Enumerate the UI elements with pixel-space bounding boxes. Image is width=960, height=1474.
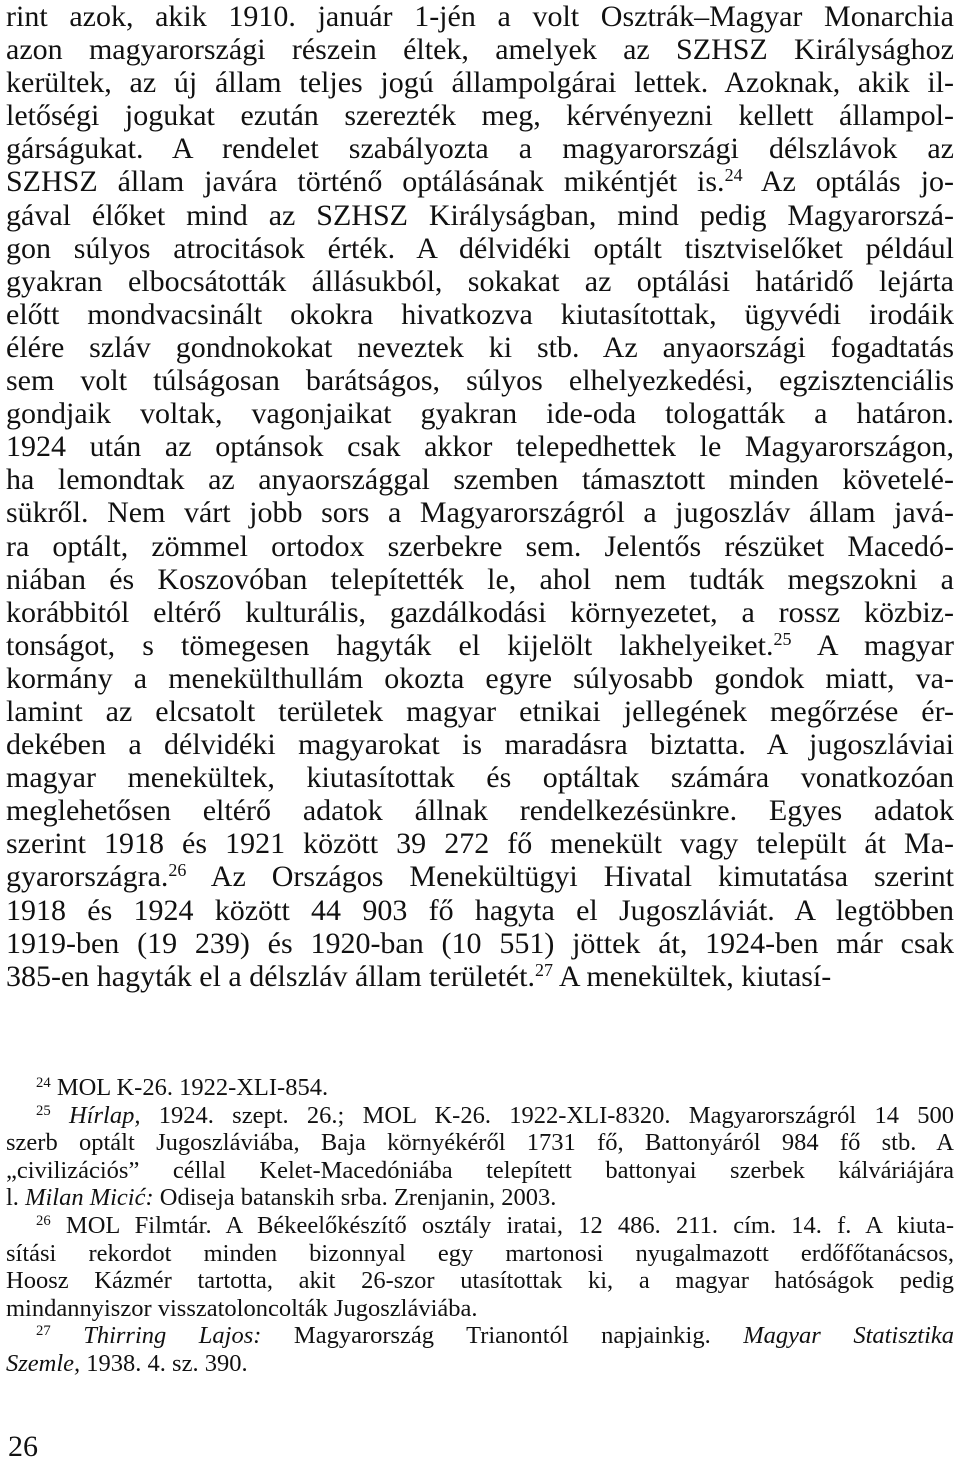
footnotes — [6, 1074, 954, 1378]
body-line: magyar menekültek, kiutasítottak és optáltak számára vonatkozóan — [6, 761, 954, 795]
body-line: élére szláv gondnokokat neveztek ki stb. Az anyaországi fogadtatás — [6, 330, 954, 364]
body-line: kormány a menekülthullám okozta egyre súlyosabb gondok miatt, va- — [6, 661, 954, 695]
body-line: ha lemondtak az anyaországgal szemben támasztott minden követelé- — [6, 463, 954, 497]
body-line: ra optált, zömmel ortodox szerbekre sem. Jelentős részüket Macedó- — [6, 529, 954, 563]
body-line: rint azok, akik 1910. január 1-jén a volt Osztrák–Magyar Monarchia — [6, 0, 954, 33]
page-number: 26 — [8, 1430, 38, 1463]
footnote-26 — [6, 1212, 954, 1240]
footnote-ref-24: 24 — [724, 165, 743, 186]
footnote-number: 26 — [36, 1212, 51, 1229]
footnote-author: Milan Micić: — [25, 1184, 154, 1212]
body-line: lamint az elcsatolt területek magyar etnikai jellegének megőrzése ér- — [6, 694, 954, 728]
main-text — [6, 0, 954, 993]
body-line: 1918 és 1924 között 44 903 fő hagyta el Jugoszláviát. A legtöbben — [6, 893, 954, 927]
body-line-text: gyarországra. — [6, 860, 169, 894]
footnote-journal: Szemle, — [6, 1349, 81, 1377]
footnote-ref-27: 27 — [534, 959, 553, 980]
footnote-ref-26: 26 — [168, 860, 187, 881]
footnote-27 — [6, 1322, 954, 1350]
footnote-line — [6, 1350, 954, 1378]
body-line: gyakran elbocsátották állásukból, sokakat az optálási határidő lejárta — [6, 264, 954, 298]
footnote-text: MOL Filmtár. A Békeelőkészítő osztály iratai, 12 486. 211. cím. 14. f. A kiuta- — [65, 1211, 955, 1239]
body-line: sem volt túlságosan barátságos, súlyos elhelyezkedési, egzisztenciális — [6, 364, 954, 398]
body-line-text: SZHSZ állam javára történő optálásának mikéntjét is. — [6, 165, 725, 199]
body-line-text: tonságot, s tömegesen hagyták el kijelölt lakhelyeiket. — [6, 628, 774, 662]
body-line-tail: Az Országos Menekültügyi Hivatal kimutatása szerint — [210, 860, 954, 894]
footnote-24 — [6, 1074, 954, 1102]
body-line-tail: Az optálás jo- — [760, 165, 954, 199]
body-line: előtt mondvacsinált okokra hivatkozva kiutasítottak, ügyvédi irodáik — [6, 297, 954, 331]
body-line-tail: A magyar — [816, 628, 954, 662]
body-line: gon súlyos atrocitások érték. A délvidéki optált tisztviselőket például — [6, 231, 954, 265]
footnote-text: Magyarország Trianontól napjainkig. — [293, 1322, 711, 1350]
body-line: azon magyarországi részein éltek, amelyek az SZHSZ Királysághoz — [6, 33, 954, 67]
body-line — [6, 960, 954, 993]
footnote-text: Odiseja batanskih srba. Zrenjanin, 2003. — [159, 1184, 557, 1212]
footnote-line: szerb optált Jugoszláviába, Baja környékéről 1731 fő, Battonyáról 984 fő stb. A — [6, 1129, 954, 1157]
body-line: gondjaik voltak, vagonjaikat gyakran ide-oda tologatták a határon. — [6, 397, 954, 431]
footnote-number: 24 — [36, 1074, 51, 1091]
body-line-text: 385-en hagyták el a délszláv állam területét. — [6, 959, 535, 993]
footnote-text: MOL K-26. 1922-XLI-854. — [56, 1074, 329, 1101]
body-line: 1924 után az optánsok csak akkor telepedhettek le Magyarországon, — [6, 430, 954, 464]
footnote-source-title: Hírlap, — [68, 1101, 141, 1129]
footnote-author: Thirring Lajos: — [83, 1322, 262, 1350]
body-line: 1919-ben (19 239) és 1920-ban (10 551) jöttek át, 1924-ben már csak — [6, 926, 954, 960]
body-line: gárságukat. A rendelet szabályozta a magyarországi délszlávok az — [6, 132, 954, 166]
footnote-25 — [6, 1102, 954, 1130]
footnote-line: sítási rekordot minden bizonnyal egy martonosi nyugalmazott erdőfőtanácsos, — [6, 1239, 954, 1267]
footnote-text: 1938. 4. sz. 390. — [86, 1349, 248, 1377]
body-line: korábbitól eltérő kulturális, gazdálkodási környezetet, a rossz közbiz- — [6, 595, 954, 629]
body-line — [6, 629, 954, 662]
body-line: dekében a délvidéki magyarokat is maradásra biztatta. A jugoszláviai — [6, 728, 954, 762]
body-line-tail: A menekültek, kiutasí- — [558, 959, 832, 993]
footnote-ref-25: 25 — [773, 628, 792, 649]
footnote-text: l. — [6, 1184, 19, 1212]
body-line: szerint 1918 és 1921 között 39 272 fő menekült vagy települt át Ma- — [6, 827, 954, 861]
body-line: meglehetősen eltérő adatok állnak rendelkezésünkre. Egyes adatok — [6, 794, 954, 828]
footnote-line: „civilizációs” céllal Kelet-Macedóniába telepített battonyai szerbek kálváriájára — [6, 1156, 954, 1184]
body-line — [6, 165, 954, 198]
body-line: sükről. Nem várt jobb sors a Magyarországról a jugoszláv állam javá- — [6, 496, 954, 530]
body-line: letőségi jogukat ezután szerezték meg, kérvényezni kellett állampol- — [6, 99, 954, 133]
footnote-line: mindannyiszor visszatoloncolták Jugoszláviába. — [6, 1294, 478, 1322]
footnote-line — [6, 1184, 954, 1212]
body-line: gával élőket mind az SZHSZ Királyságban, mind pedig Magyarorszá- — [6, 198, 954, 232]
footnote-text: 1924. szept. 26.; MOL K-26. 1922-XLI-8320. Magyarországról 14 500 — [158, 1101, 954, 1129]
footnote-journal: Magyar Statisztika — [743, 1322, 955, 1350]
footnote-number: 27 — [36, 1323, 51, 1340]
footnote-number: 25 — [36, 1102, 51, 1119]
body-line: kerültek, az új állam teljes jogú állampolgárai lettek. Azoknak, akik il- — [6, 66, 954, 100]
body-line — [6, 860, 954, 893]
body-line: niában és Koszovóban telepítették le, ahol nem tudták megszokni a — [6, 562, 954, 596]
footnote-line: Hoosz Kázmér tartotta, akit 26-szor utasítottak ki, a magyar hatóságok pedig — [6, 1267, 954, 1295]
